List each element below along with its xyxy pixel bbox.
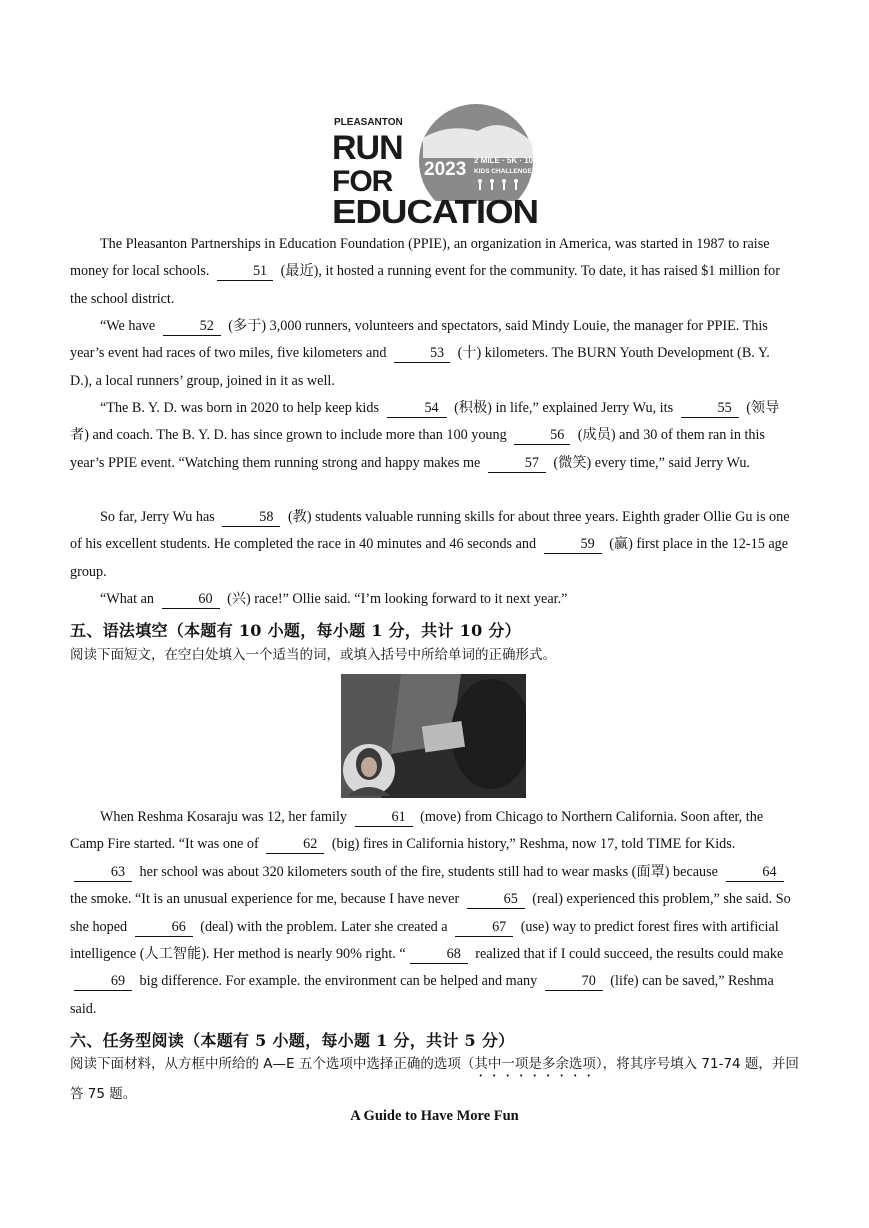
blank-52[interactable]: 52 bbox=[163, 317, 221, 336]
blank-69[interactable]: 69 bbox=[74, 972, 132, 991]
section5-instruction: 阅读下面短文，在空白处填入一个适当的词，或填入括号中所给单词的正确形式。 bbox=[70, 647, 556, 663]
run-for-education-logo bbox=[328, 103, 540, 225]
passage1-paragraph-5: “What an 60 (兴) race!” Ollie said. “I’m looking forward to it next year.” bbox=[100, 591, 568, 607]
passage2-paragraph: When Reshma Kosaraju was 12, her family 61 (move) from Chicago to Northern California. Soon after, the Camp Fire started. “It was one of 62 (big) fires in California history,” Reshma, now 17, told TIME for Kids. 63 her school was about 320 kilometers south of the fire, students still had to wear masks (面罩) because 64 the smoke. “It is an unusual experience for me, because I have never 65 (real) experienced this problem,” she said. So she hoped 66 (deal) with the problem. Later she created a 67 (use) way to predict forest fires with artificial intelligence (人工智能). Her method is nearly 90% right. “ 68 realized that if I could succeed, the results could make 69 big difference. For example. the environment can be helped and many 70 (life) can be saved,” Reshma said. bbox=[70, 809, 791, 1017]
blank-55[interactable]: 55 bbox=[681, 399, 739, 418]
blank-53[interactable]: 53 bbox=[394, 344, 450, 363]
blank-66[interactable]: 66 bbox=[135, 918, 193, 937]
photo-illustration bbox=[341, 674, 526, 798]
blank-63[interactable]: 63 bbox=[74, 863, 132, 882]
dotted-emphasis: 其中一项是多余选项 bbox=[474, 1056, 596, 1072]
logo-for: FOR bbox=[332, 165, 393, 198]
blank-67[interactable]: 67 bbox=[455, 918, 513, 937]
passage1-paragraph-2: “We have 52 (多于) 3,000 runners, volunteers and spectators, said Mindy Louie, the manager for PPIE. This year’s event had races of two miles, five kilometers and 53 (十) kilometers. The BURN Youth Development (B. Y. D.), a local runners’ group, joined in it as well. bbox=[70, 318, 770, 389]
passage1-paragraph-3: “The B. Y. D. was born in 2020 to help keep kids 54 (积极) in life,” explained Jerry Wu, its 55 (领导者) and coach. The B. Y. D. has since grown to include more than 100 young 56 (成员) and 30 of them ran in this year’s PPIE event. “Watching them running strong and happy makes me 57 (微笑) every time,” said Jerry Wu. bbox=[70, 400, 780, 471]
guide-title: A Guide to Have More Fun bbox=[350, 1108, 519, 1124]
logo-education: EDUCATION bbox=[332, 193, 538, 225]
blank-58[interactable]: 58 bbox=[222, 508, 280, 527]
reshma-photo bbox=[341, 674, 526, 798]
blank-59[interactable]: 59 bbox=[544, 535, 602, 554]
logo-events: 2 MILE · 5K · 10K bbox=[474, 156, 539, 165]
blank-70[interactable]: 70 bbox=[545, 972, 603, 991]
blank-60[interactable]: 60 bbox=[162, 590, 220, 609]
section6-heading: 六、任务型阅读（本题有 5 小题，每小题 1 分，共计 5 分） bbox=[70, 1031, 515, 1050]
blank-64[interactable]: 64 bbox=[726, 863, 784, 882]
blank-51[interactable]: 51 bbox=[217, 262, 273, 281]
section6-instruction: 阅读下面材料，从方框中所给的 A—E 五个选项中选择正确的选项（其中一项是多余选项），将其序号填入 71-74 题，并回答 75 题。 bbox=[70, 1056, 799, 1102]
blank-61[interactable]: 61 bbox=[355, 808, 413, 827]
section5-heading: 五、语法填空（本题有 10 小题，每小题 1 分，共计 10 分） bbox=[70, 621, 521, 640]
logo-year: 2023 bbox=[424, 159, 467, 180]
logo-run: RUN bbox=[332, 129, 403, 167]
blank-56[interactable]: 56 bbox=[514, 426, 570, 445]
passage1-paragraph-4: So far, Jerry Wu has 58 (教) students valuable running skills for about three years. Eighth grader Ollie Gu is one of his excellent students. He completed the race in 40 minutes and 46 seconds and 59 (赢) first place in the 12-15 age group. bbox=[70, 509, 790, 580]
blank-57[interactable]: 57 bbox=[488, 454, 546, 473]
logo-kids: KIDS CHALLENGE bbox=[474, 168, 532, 175]
blank-62[interactable]: 62 bbox=[266, 835, 324, 854]
blank-65[interactable]: 65 bbox=[467, 890, 525, 909]
logo-small-text: PLEASANTON bbox=[334, 117, 403, 128]
blank-68[interactable]: 68 bbox=[410, 945, 468, 964]
passage1-paragraph-1: The Pleasanton Partnerships in Education Foundation (PPIE), an organization in America, was started in 1987 to raise money for local schools. 51 (最近), it hosted a running event for the community. To date, it has raised $1 million for the school district. bbox=[70, 236, 780, 307]
blank-54[interactable]: 54 bbox=[387, 399, 447, 418]
